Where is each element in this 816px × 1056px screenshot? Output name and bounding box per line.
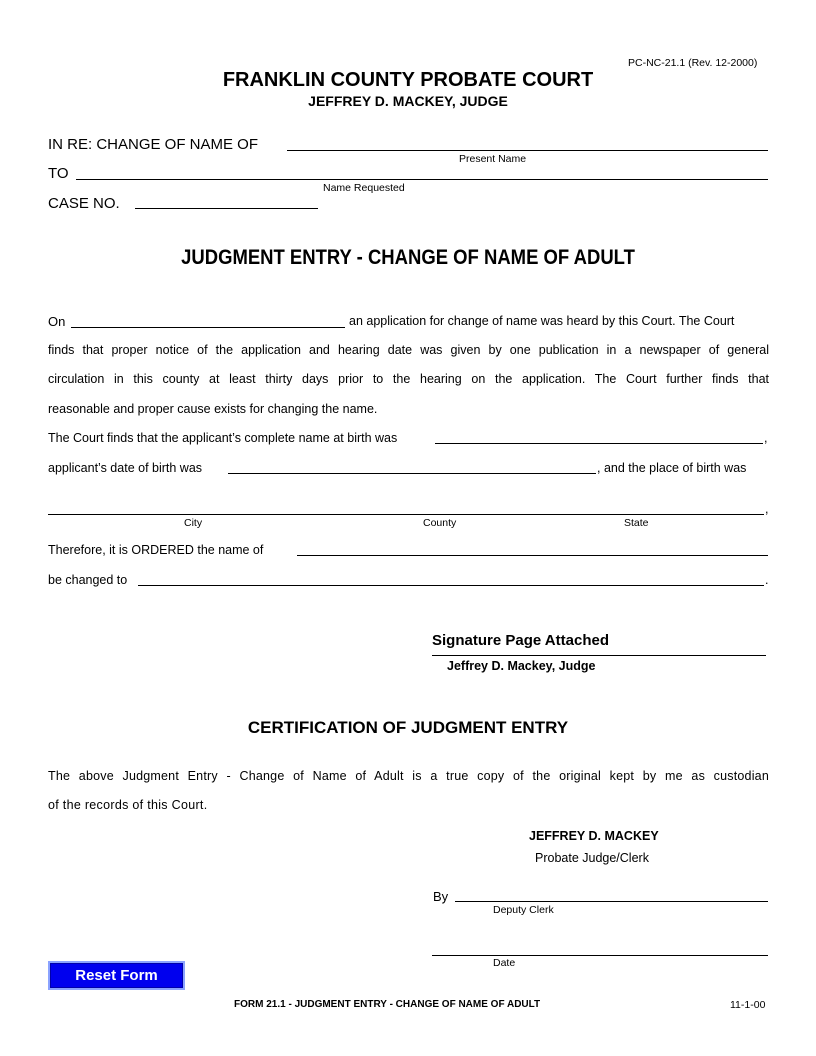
birth-name-field[interactable] bbox=[435, 427, 763, 444]
signature-attached: Signature Page Attached bbox=[432, 632, 609, 649]
on-label: On bbox=[48, 314, 66, 329]
date-field[interactable] bbox=[432, 939, 768, 956]
certification-text2: of the records of this Court. bbox=[48, 798, 208, 812]
certification-text1: The above Judgment Entry - Change of Name of Adult is a true copy of the original kept by me as custodian bbox=[48, 769, 769, 783]
dob-field[interactable] bbox=[228, 457, 596, 474]
ordered-label: Therefore, it is ORDERED the name of bbox=[48, 543, 264, 557]
to-label: TO bbox=[48, 165, 69, 182]
birth-name-label: The Court finds that the applicant’s complete name at birth was bbox=[48, 431, 398, 445]
deputy-clerk-hint: Deputy Clerk bbox=[493, 904, 554, 916]
birth-name-comma: , bbox=[764, 431, 768, 445]
body-line1: an application for change of name was heard by this Court. The Court bbox=[349, 314, 735, 328]
judge-signature-line bbox=[432, 655, 766, 656]
body-line3: circulation in this county at least thirty days prior to the hearing on the application. The Court further finds that bbox=[48, 372, 769, 386]
county-hint: County bbox=[423, 517, 457, 529]
clerk-title: Probate Judge/Clerk bbox=[535, 851, 649, 865]
place-of-birth-label: , and the place of birth was bbox=[597, 461, 747, 475]
hearing-date-field[interactable] bbox=[71, 311, 345, 328]
ordered-name-field[interactable] bbox=[297, 539, 768, 556]
name-requested-field[interactable] bbox=[76, 163, 768, 180]
present-name-hint: Present Name bbox=[459, 153, 527, 165]
state-hint: State bbox=[624, 517, 649, 529]
by-label: By bbox=[433, 889, 449, 904]
case-no-label: CASE NO. bbox=[48, 195, 120, 212]
body-line2: finds that proper notice of the application and hearing date was given by one publication in a newspaper of general bbox=[48, 343, 769, 357]
name-requested-hint: Name Requested bbox=[323, 182, 405, 194]
changed-to-period: . bbox=[765, 573, 769, 587]
deputy-clerk-field[interactable] bbox=[455, 885, 768, 902]
place-of-birth-field[interactable] bbox=[48, 498, 764, 515]
judge-name: JEFFREY D. MACKEY, JUDGE bbox=[308, 93, 508, 109]
present-name-field[interactable] bbox=[287, 134, 768, 151]
place-comma: , bbox=[765, 502, 769, 516]
footer-form-title: FORM 21.1 - JUDGMENT ENTRY - CHANGE OF NAME OF ADULT bbox=[234, 999, 541, 1010]
in-re-label: IN RE: CHANGE OF NAME OF bbox=[48, 136, 259, 153]
document-title: JUDGMENT ENTRY - CHANGE OF NAME OF ADULT bbox=[181, 246, 635, 269]
footer-date: 11-1-00 bbox=[730, 999, 766, 1011]
changed-to-field[interactable] bbox=[138, 569, 764, 586]
dob-label: applicant’s date of birth was bbox=[48, 461, 203, 475]
form-code: PC-NC-21.1 (Rev. 12-2000) bbox=[628, 57, 758, 69]
reset-form-button[interactable]: Reset Form bbox=[48, 961, 185, 990]
certification-heading: CERTIFICATION OF JUDGMENT ENTRY bbox=[247, 718, 569, 737]
date-hint: Date bbox=[493, 957, 516, 969]
changed-to-label: be changed to bbox=[48, 573, 128, 587]
body-line4: reasonable and proper cause exists for changing the name. bbox=[48, 402, 378, 416]
case-no-field[interactable] bbox=[135, 192, 318, 209]
judge-signature-name: Jeffrey D. Mackey, Judge bbox=[447, 659, 596, 673]
court-name: FRANKLIN COUNTY PROBATE COURT bbox=[222, 69, 594, 91]
clerk-name: JEFFREY D. MACKEY bbox=[529, 829, 659, 843]
city-hint: City bbox=[184, 517, 203, 529]
